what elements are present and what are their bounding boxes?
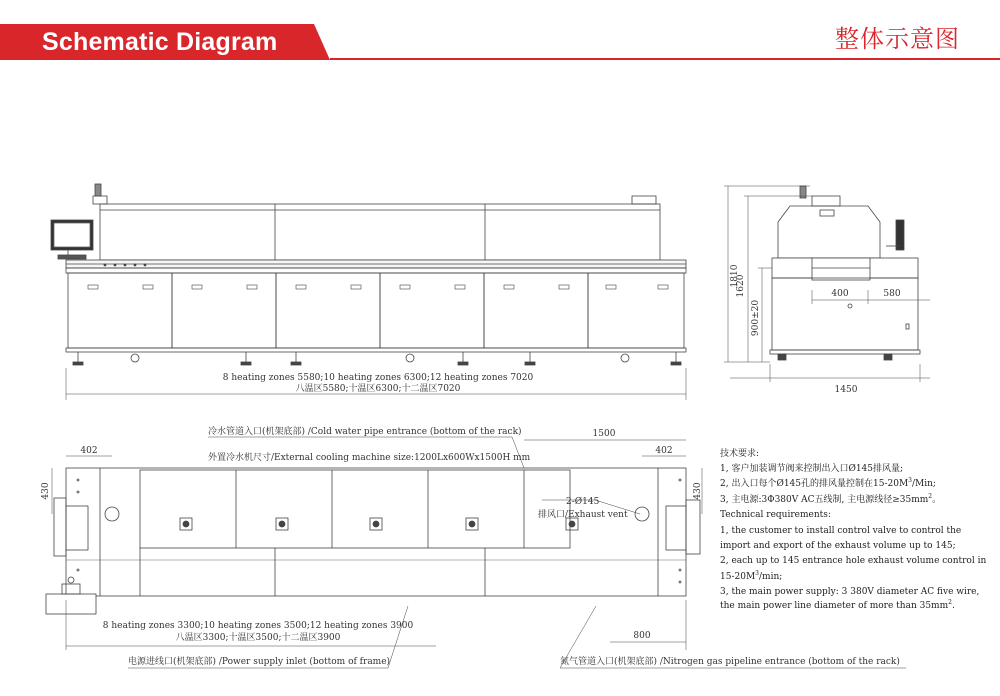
req-en-1b: import and export of the exhaust volume up to 145;: [720, 541, 956, 551]
front-zones-cn: 八温区5580;十温区6300;十二温区7020: [295, 384, 461, 394]
nitrogen-label: 氮气管道入口(机架底部) /Nitrogen gas pipeline entrance (bottom of the rack): [560, 657, 900, 667]
top-dim-depth-left: 430: [41, 482, 51, 500]
exhaust-count-label: 2-Ø145: [566, 497, 600, 507]
top-dim-depth-right: 430: [693, 482, 703, 500]
top-dim-right: 402: [655, 446, 673, 456]
exhaust-vent-label: 排风口/Exhaust vent: [538, 510, 628, 520]
side-view: [724, 186, 930, 382]
req-cn-2: 2, 出入口每个Ø145孔的排风量控制在$15-20M^3$/Min;: [720, 477, 936, 489]
req-en-2a: 2, each up to 145 entrance hole exhaust volume control in: [720, 556, 987, 566]
top-dim-offset: 800: [633, 631, 651, 641]
req-en-3b: the main power line diameter of more than $35mm^2$.: [720, 599, 955, 611]
req-en-title: Technical requirements:: [720, 510, 831, 520]
front-zones-en: 8 heating zones 5580;10 heating zones 6300;12 heating zones 7020: [222, 373, 534, 383]
side-height-total: 1810: [730, 264, 740, 288]
page-title: Schematic Diagram: [42, 28, 278, 56]
side-height-body: 1620: [736, 274, 746, 298]
top-dim-left: 402: [80, 446, 98, 456]
cooling-size-label: 外置冷水机尺寸/External cooling machine size:1200Lx600Wx1500H mm: [208, 453, 531, 463]
front-view: [51, 184, 686, 400]
side-width-total: 1450: [834, 385, 858, 395]
req-en-2b: $15-20M^3/\min$;: [720, 570, 783, 582]
req-en-1a: 1, the customer to install control valve to control the: [720, 526, 962, 536]
side-width-right: 580: [883, 289, 901, 299]
technical-requirements: [720, 447, 986, 611]
side-height-table: 900±20: [751, 299, 761, 337]
req-en-3a: 3, the main power supply: 3 380V diameter AC five wire,: [720, 587, 980, 597]
top-dim-cooling: 1500: [592, 429, 616, 439]
cold-water-label: 冷水管道入口(机架底部) /Cold water pipe entrance (bottom of the rack): [208, 427, 522, 437]
req-cn-3: 3, 主电源:3Φ380V AC五线制, 主电源线径$\ge 35mm^2$。: [720, 493, 942, 505]
page-title-cn: 整体示意图: [835, 25, 960, 53]
power-inlet-label: 电源进线口(机架底部) /Power supply inlet (bottom of frame): [128, 657, 391, 667]
req-cn-title: 技术要求:: [720, 449, 760, 459]
req-cn-1: 1, 客户加装调节阀来控制出入口Ø145排风量;: [720, 464, 904, 474]
top-zones-cn: 八温区3300;十温区3500;十二温区3900: [175, 633, 341, 643]
top-zones-en: 8 heating zones 3300;10 heating zones 3500;12 heating zones 3900: [102, 621, 414, 631]
side-width-left: 400: [831, 289, 849, 299]
